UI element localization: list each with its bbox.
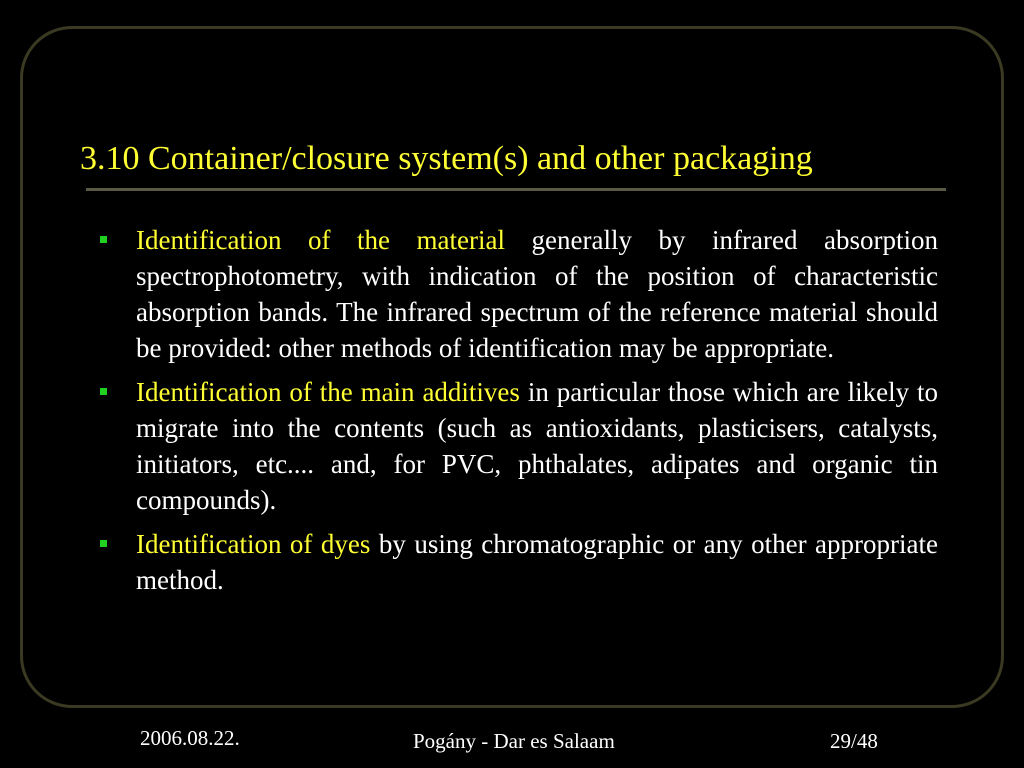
footer-presenter: Pogány - Dar es Salaam <box>413 729 615 753</box>
bullet-square-icon <box>100 236 107 243</box>
bullet-text: in particular those which are likely to migrate into the contents (such as antioxidants, plasticisers, catalysts, initiators, etc.... and, for PVC, phthalates, adipates and organic tin compounds). <box>136 377 938 515</box>
footer-page-number: 29/48 <box>830 729 878 753</box>
bullet-highlight: Identification of dyes <box>136 529 371 559</box>
bullet-text: by using chromatographic or any other appropriate method. <box>136 529 938 595</box>
bullet-item <box>100 222 938 366</box>
bullet-item <box>100 374 938 518</box>
slide-title: 3.10 Container/closure system(s) and other packaging <box>80 140 813 177</box>
bullet-text: generally by infrared absorption spectrophotometry, with indication of the position of characteristic absorption bands. The infrared spectrum of the reference material should be provided: other methods of identification may be appropriate. <box>136 225 939 363</box>
bullet-square-icon <box>100 388 107 395</box>
title-divider <box>86 188 946 191</box>
bullet-highlight: Identification of the material <box>136 225 505 255</box>
footer-date: 2006.08.22. <box>140 726 240 750</box>
bullet-list <box>100 222 938 606</box>
bullet-highlight: Identification of the main additives <box>136 377 520 407</box>
bullet-item <box>100 526 938 598</box>
bullet-square-icon <box>100 540 107 547</box>
